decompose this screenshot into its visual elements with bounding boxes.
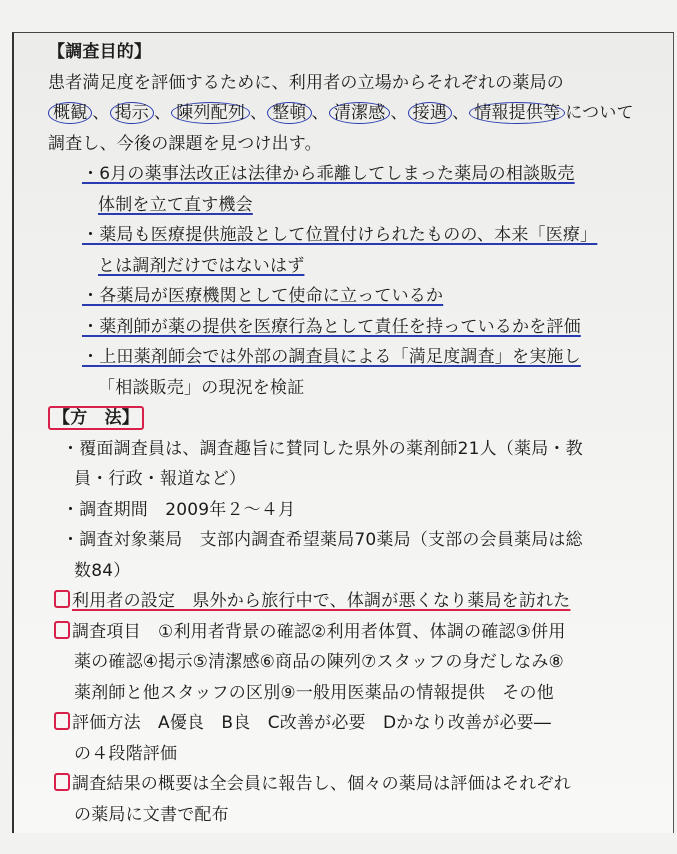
boxed-item-2a xyxy=(48,617,648,648)
purpose-bullet-4: ・薬剤師が薬の提供を医療行為として責任を持っているかを評価 xyxy=(82,316,581,337)
method-item-1b: 員・行政・報道など） xyxy=(74,469,246,489)
purpose-bullet-3: ・各薬局が医療機関として使命に立っているか xyxy=(82,286,444,306)
red-bullet-box xyxy=(54,712,70,730)
aspect-2: 掲示 xyxy=(110,102,154,124)
method-item-2: ・調査期間 2009年２～４月 xyxy=(62,499,296,520)
boxed-item-3b: の４段階評価 xyxy=(74,743,178,764)
method-item-3b: 数84） xyxy=(74,560,131,581)
boxed-item-4a xyxy=(48,769,648,800)
purpose-bullet-1a: ・6月の薬事法改正は法律から乖離してしまった薬局の相談販売 xyxy=(82,164,575,184)
red-bullet-box xyxy=(54,773,70,791)
purpose-bullet-5a: ・上田薬剤師会では外部の調査員による「満足度調査」を実施し xyxy=(82,347,581,367)
purpose-bullet-1b: 体制を立て直す機会 xyxy=(98,194,253,215)
purpose-intro-line-1: 患者満足度を評価するために、利用者の立場からそれぞれの薬局の xyxy=(48,72,564,93)
purpose-aspects-line: 概観 、 掲示 、 陳列配列 、 整頓 、 清潔感 、 接遇 、 情報提供等 について xyxy=(48,98,648,129)
purpose-bullet-2b: とは調剤だけではないはず xyxy=(98,255,305,276)
purpose-intro-line-2: 調査し、今後の課題を見つけ出す。 xyxy=(48,133,322,154)
purpose-heading: 【調査目的】 xyxy=(48,42,152,62)
red-bullet-box xyxy=(54,590,70,608)
method-heading xyxy=(48,403,648,434)
boxed-item-1-text: 利用者の設定 県外から旅行中で、体調が悪くなり薬局を訪れた xyxy=(72,591,571,611)
boxed-item-3a xyxy=(48,708,648,739)
boxed-item-4b: の薬局に文書で配布 xyxy=(74,804,229,825)
method-item-3a: ・調査対象薬局 支部内調査希望薬局70薬局（支部の会員薬局は総 xyxy=(62,530,583,550)
boxed-item-2c: 薬剤師と他スタッフの区別⑨一般用医薬品の情報提供 その他 xyxy=(74,682,554,703)
boxed-item-3a-text: 評価方法 A優良 B良 C改善が必要 Dかなり改善が必要― xyxy=(72,713,552,733)
boxed-item-1 xyxy=(48,586,648,617)
aspect-1: 概観 xyxy=(48,102,92,124)
aspect-5: 清潔感 xyxy=(329,102,391,124)
method-item-1a: ・覆面調査員は、調査趣旨に賛同した県外の薬剤師21人（薬局・教 xyxy=(62,438,583,459)
aspect-7: 情報提供等 xyxy=(469,102,565,124)
method-heading-box: 【方 法】 xyxy=(48,406,144,430)
red-bullet-box xyxy=(54,621,70,639)
aspect-tail: について xyxy=(565,103,634,123)
purpose-bullet-2a: ・薬局も医療提供施設として位置付けられたものの、本来「医療」 xyxy=(82,225,598,245)
boxed-item-2a-text: 調査項目 ①利用者背景の確認②利用者体質、体調の確認③併用 xyxy=(72,621,566,642)
aspect-4: 整頓 xyxy=(267,102,311,124)
aspect-6: 接遇 xyxy=(408,102,452,124)
boxed-item-4a-text: 調査結果の概要は全会員に報告し、個々の薬局は評価はそれぞれ xyxy=(72,774,571,794)
boxed-item-2b: 薬の確認④掲示⑤清潔感⑥商品の陳列⑦スタッフの身だしなみ⑧ xyxy=(74,652,564,672)
document-body xyxy=(48,37,648,830)
aspect-3: 陳列配列 xyxy=(171,102,250,124)
purpose-bullet-5b: 「相談販売」の現況を検証 xyxy=(98,377,305,398)
